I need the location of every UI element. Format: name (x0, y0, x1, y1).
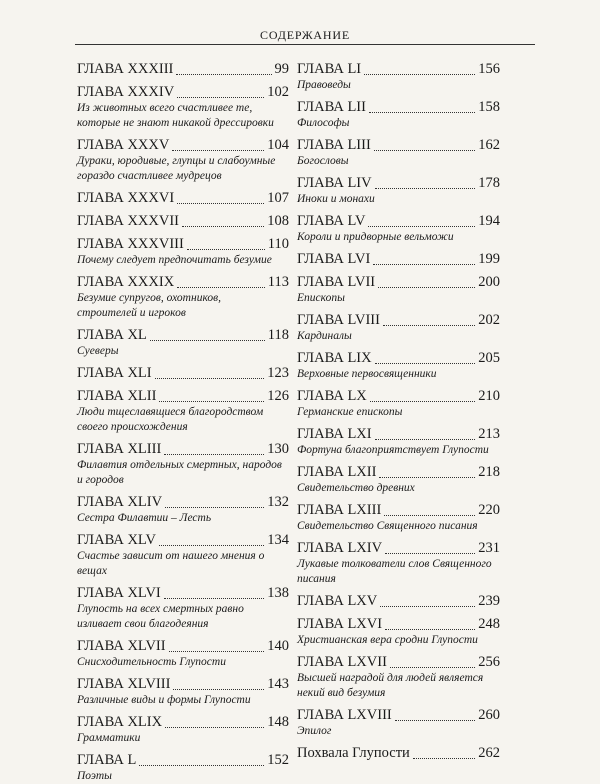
toc-entry (77, 751, 289, 784)
page-number: 130 (267, 441, 289, 457)
chapter-line (297, 273, 500, 291)
chapter-subtitle: Свидетельство Священного писания (297, 520, 478, 532)
page-number: 110 (267, 236, 289, 252)
chapter-subtitle: Короли и придворные вельможи (297, 231, 454, 243)
chapter-title: ГЛАВА LIV (297, 175, 372, 191)
chapter-title: ГЛАВА LXVII (297, 654, 387, 670)
dot-leader (159, 544, 264, 546)
toc-entry (77, 83, 289, 131)
toc-entry (77, 675, 289, 708)
chapter-subtitle: Фортуна благоприятствует Глупости (297, 444, 489, 456)
dot-leader (373, 263, 475, 265)
dot-leader (368, 225, 475, 227)
chapter-title: ГЛАВА XXXVII (77, 213, 179, 229)
chapter-title: ГЛАВА LXVIII (297, 707, 392, 723)
chapter-subtitle: Иноки и монахи (297, 193, 375, 205)
chapter-title: ГЛАВА LV (297, 213, 366, 229)
dot-leader (369, 111, 475, 113)
toc-entry (77, 326, 289, 359)
chapter-subtitle: Различные виды и формы Глупости (77, 694, 251, 706)
chapter-title: ГЛАВА L (77, 752, 137, 768)
chapter-subtitle: Германские епископы (297, 406, 403, 418)
chapter-title: ГЛАВА XXXV (77, 137, 170, 153)
page-number: 156 (478, 61, 500, 77)
chapter-line (297, 539, 500, 557)
page-number: 262 (478, 745, 500, 761)
chapter-line (297, 174, 500, 192)
chapter-line (77, 531, 289, 549)
chapter-line (77, 60, 289, 78)
chapter-subtitle: Сестра Филавтии – Лесть (77, 512, 212, 524)
chapter-title: ГЛАВА XXXVIII (77, 236, 184, 252)
toc-entry (297, 653, 500, 701)
page-number: 148 (267, 714, 289, 730)
toc-entry (77, 136, 289, 184)
chapter-subtitle: Снисходительность Глупости (77, 656, 226, 668)
chapter-subtitle: Правоведы (297, 79, 351, 91)
chapter-line (297, 463, 500, 481)
chapter-line (77, 235, 289, 253)
page-number: 107 (267, 190, 289, 206)
chapter-title: ГЛАВА XLII (77, 388, 157, 404)
chapter-title: ГЛАВА LXIV (297, 540, 383, 556)
dot-leader (173, 688, 264, 690)
dot-leader (165, 726, 264, 728)
chapter-line (77, 136, 289, 154)
dot-leader (182, 225, 264, 227)
page-number: 138 (267, 585, 289, 601)
chapter-title: ГЛАВА LVIII (297, 312, 380, 328)
chapter-line (77, 212, 289, 230)
toc-entry (297, 387, 500, 420)
page-number: 260 (478, 707, 500, 723)
chapter-line (77, 364, 289, 382)
chapter-line (297, 706, 500, 724)
chapter-line (77, 440, 289, 458)
dot-leader (385, 552, 475, 554)
chapter-line (297, 349, 500, 367)
dot-leader (177, 96, 264, 98)
chapter-line (297, 136, 500, 154)
dot-leader (375, 187, 476, 189)
chapter-line (77, 584, 289, 602)
dot-leader (390, 666, 475, 668)
chapter-title: ГЛАВА LIII (297, 137, 371, 153)
chapter-line (77, 493, 289, 511)
toc-entry (297, 311, 500, 344)
toc-entry (77, 235, 289, 268)
dot-leader (375, 438, 476, 440)
chapter-title: ГЛАВА LXIII (297, 502, 382, 518)
toc-entry (297, 463, 500, 496)
chapter-subtitle: Поэты (77, 770, 112, 782)
chapter-line (77, 751, 289, 769)
chapter-title: ГЛАВА XLI (77, 365, 152, 381)
chapter-line (297, 387, 500, 405)
chapter-title: ГЛАВА XXXIII (77, 61, 174, 77)
toc-entry (297, 744, 500, 762)
dot-leader (385, 628, 475, 630)
chapter-title: ГЛАВА XL (77, 327, 147, 343)
chapter-title: ГЛАВА XXXIX (77, 274, 175, 290)
page-number: 99 (274, 61, 289, 77)
page-number: 140 (267, 638, 289, 654)
chapter-title: ГЛАВА XLVI (77, 585, 161, 601)
page-number: 102 (267, 84, 289, 100)
toc-entry (297, 60, 500, 93)
page-header: СОДЕРЖАНИЕ (260, 28, 350, 42)
toc-entry (297, 250, 500, 268)
chapter-subtitle: Богословы (297, 155, 349, 167)
page-number: 162 (478, 137, 500, 153)
page-number: 132 (267, 494, 289, 510)
dot-leader (164, 453, 264, 455)
dot-leader (155, 377, 265, 379)
chapter-subtitle: Христианская вера сродни Глупости (297, 634, 478, 646)
page-number: 220 (478, 502, 500, 518)
chapter-line (77, 387, 289, 405)
chapter-line (77, 83, 289, 101)
chapter-subtitle: Глупость на всех смертных равно изливает свои благодеяния (77, 603, 244, 630)
chapter-line (77, 273, 289, 291)
toc-column-left (77, 60, 289, 784)
chapter-subtitle: Грамматики (77, 732, 141, 744)
chapter-line (297, 501, 500, 519)
chapter-line (77, 675, 289, 693)
toc-entry (77, 387, 289, 435)
chapter-title: ГЛАВА XLIV (77, 494, 163, 510)
dot-leader (169, 650, 265, 652)
dot-leader (374, 149, 475, 151)
dot-leader (370, 400, 475, 402)
dot-leader (383, 324, 475, 326)
chapter-subtitle: Верховные первосвященники (297, 368, 437, 380)
chapter-line (297, 653, 500, 671)
page-number: 231 (478, 540, 500, 556)
chapter-line (297, 744, 500, 762)
chapter-title: ГЛАВА LI (297, 61, 362, 77)
toc-entry (77, 637, 289, 670)
chapter-subtitle: Епископы (297, 292, 345, 304)
toc-entry (77, 60, 289, 78)
toc-entry (297, 349, 500, 382)
toc-entry (77, 364, 289, 382)
page-number: 256 (478, 654, 500, 670)
dot-leader (177, 202, 264, 204)
chapter-subtitle: Эпилог (297, 725, 332, 737)
dot-leader (164, 597, 264, 599)
dot-leader (165, 506, 264, 508)
page-number: 202 (478, 312, 500, 328)
chapter-line (297, 425, 500, 443)
toc-entry (297, 706, 500, 739)
dot-leader (384, 514, 475, 516)
toc-entry (77, 212, 289, 230)
chapter-line (77, 713, 289, 731)
toc-entry (297, 273, 500, 306)
chapter-line (297, 592, 500, 610)
dot-leader (413, 757, 475, 759)
dot-leader (378, 286, 475, 288)
dot-leader (187, 248, 265, 250)
dot-leader (176, 73, 271, 75)
toc-entry (77, 584, 289, 632)
chapter-line (77, 189, 289, 207)
chapter-subtitle: Лукавые толкователи слов Священного писания (297, 558, 492, 585)
toc-entry (297, 615, 500, 648)
dot-leader (177, 286, 265, 288)
toc-entry (77, 531, 289, 579)
chapter-subtitle: Люди тщеславящиеся благородством своего происхождения (77, 406, 264, 433)
chapter-line (297, 98, 500, 116)
page-number: 158 (478, 99, 500, 115)
chapter-title: ГЛАВА LX (297, 388, 367, 404)
dot-leader (375, 362, 476, 364)
toc-entry (297, 501, 500, 534)
toc-column-right (297, 60, 500, 762)
chapter-title: ГЛАВА XLIII (77, 441, 162, 457)
chapter-title: ГЛАВА LXII (297, 464, 377, 480)
chapter-subtitle: Почему следует предпочитать безумие (77, 254, 272, 266)
dot-leader (159, 400, 264, 402)
page-number: 118 (267, 327, 289, 343)
chapter-title: ГЛАВА XXXIV (77, 84, 175, 100)
chapter-subtitle: Высшей наградой для людей является некий вид безумия (297, 672, 484, 699)
page-number: 108 (267, 213, 289, 229)
page-number: 104 (267, 137, 289, 153)
dot-leader (364, 73, 475, 75)
dot-leader (380, 605, 475, 607)
chapter-subtitle: Счастье зависит от нашего мнения о вещах (77, 550, 265, 577)
dot-leader (172, 149, 264, 151)
toc-entry (297, 174, 500, 207)
chapter-title: ГЛАВА LXV (297, 593, 378, 609)
toc-entry (77, 273, 289, 321)
toc-entry (77, 189, 289, 207)
chapter-subtitle: Свидетельство древних (297, 482, 415, 494)
chapter-line (297, 250, 500, 268)
toc-entry (297, 592, 500, 610)
chapter-title: ГЛАВА XLV (77, 532, 156, 548)
toc-entry (297, 98, 500, 131)
chapter-title: ГЛАВА LIX (297, 350, 372, 366)
chapter-subtitle: Безумие супругов, охотников, строителей и игроков (77, 292, 221, 319)
page-number: 134 (267, 532, 289, 548)
chapter-line (297, 60, 500, 78)
page-number: 213 (478, 426, 500, 442)
page-number: 218 (478, 464, 500, 480)
dot-leader (139, 764, 264, 766)
page-number: 210 (478, 388, 500, 404)
chapter-subtitle: Филавтия отдельных смертных, народов и городов (77, 459, 282, 486)
chapter-title: ГЛАВА XLVII (77, 638, 166, 654)
chapter-subtitle: Суеверы (77, 345, 119, 357)
toc-entry (297, 136, 500, 169)
chapter-title: ГЛАВА XLIX (77, 714, 163, 730)
page-number: 152 (267, 752, 289, 768)
page-number: 113 (267, 274, 289, 290)
toc-entry (297, 539, 500, 587)
chapter-title: ГЛАВА XXXVI (77, 190, 175, 206)
chapter-line (297, 311, 500, 329)
chapter-title: ГЛАВА LVI (297, 251, 371, 267)
toc-entry (297, 212, 500, 245)
page-number: 239 (478, 593, 500, 609)
chapter-subtitle: Философы (297, 117, 350, 129)
chapter-subtitle: Из животных всего счастливее те, которые не знают никакой дрессировки (77, 102, 274, 129)
chapter-title: ГЛАВА LII (297, 99, 366, 115)
chapter-title: ГЛАВА LXI (297, 426, 372, 442)
dot-leader (379, 476, 475, 478)
dot-leader (150, 339, 265, 341)
dot-leader (395, 719, 476, 721)
chapter-title: Похвала Глупости (297, 745, 410, 761)
chapter-line (77, 326, 289, 344)
chapter-line (297, 615, 500, 633)
toc-entry (297, 425, 500, 458)
page-number: 200 (478, 274, 500, 290)
header-rule (75, 44, 535, 45)
page-number: 248 (478, 616, 500, 632)
page-number: 205 (478, 350, 500, 366)
page-number: 123 (267, 365, 289, 381)
chapter-line (297, 212, 500, 230)
chapter-title: ГЛАВА LVII (297, 274, 376, 290)
chapter-line (77, 637, 289, 655)
page-number: 143 (267, 676, 289, 692)
toc-entry (77, 440, 289, 488)
page-number: 178 (478, 175, 500, 191)
chapter-subtitle: Дураки, юродивые, глупцы и слабоумные гораздо счастливее мудрецов (77, 155, 276, 182)
toc-entry (77, 493, 289, 526)
page-number: 194 (478, 213, 500, 229)
chapter-title: ГЛАВА LXVI (297, 616, 383, 632)
page-number: 126 (267, 388, 289, 404)
chapter-title: ГЛАВА XLVIII (77, 676, 171, 692)
page-number: 199 (478, 251, 500, 267)
toc-entry (77, 713, 289, 746)
chapter-subtitle: Кардиналы (297, 330, 352, 342)
